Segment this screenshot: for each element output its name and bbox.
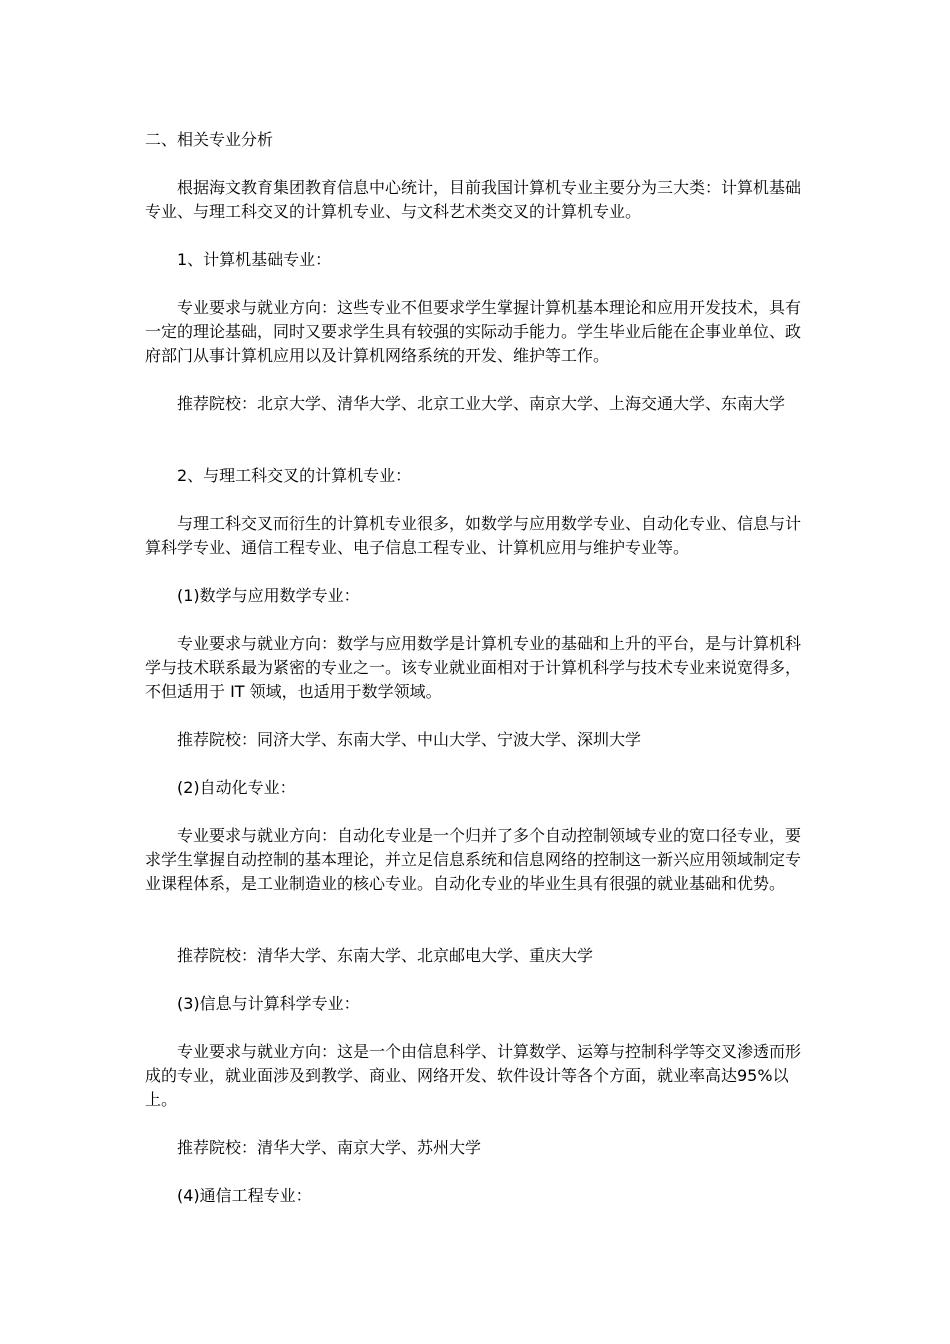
paragraph-cross-science-overview: 与理工科交叉而衍生的计算机专业很多，如数学与应用数学专业、自动化专业、信息与计算科学专业、通信工程专业、电子信息工程专业、计算机应用与维护专业等。 <box>145 514 802 557</box>
paragraph-math-requirements: 专业要求与就业方向：数学与应用数学是计算机专业的基础和上升的平台，是与计算机科学与技术联系最为紧密的专业之一。该专业就业面相对于计算机科学与技术专业来说宽得多，不但适用于 IT 领域，也适用于数学领域。 <box>145 634 802 701</box>
intro-paragraph: 根据海文教育集团教育信息中心统计，目前我国计算机专业主要分为三大类：计算机基础专业、与理工科交叉的计算机专业、与文科艺术类交叉的计算机专业。 <box>145 178 802 221</box>
paragraph-math-schools: 推荐院校：同济大学、东南大学、中山大学、宁波大学、深圳大学 <box>177 730 642 749</box>
section-heading: 二、相关专业分析 <box>145 130 274 149</box>
subheading-cross-science: 2、与理工科交叉的计算机专业： <box>177 466 412 485</box>
subheading-info-computing: (3)信息与计算科学专业： <box>177 994 360 1013</box>
subheading-math: (1)数学与应用数学专业： <box>177 586 360 605</box>
paragraph-computer-basics-requirements: 专业要求与就业方向：这些专业不但要求学生掌握计算机基本理论和应用开发技术，具有一定的理论基础，同时又要求学生具有较强的实际动手能力。学生毕业后能在企事业单位、政府部门从事计算机应用以及计算机网络系统的开发、维护等工作。 <box>145 298 802 365</box>
paragraph-automation-schools: 推荐院校：清华大学、东南大学、北京邮电大学、重庆大学 <box>177 946 594 965</box>
paragraph-computer-basics-schools: 推荐院校：北京大学、清华大学、北京工业大学、南京大学、上海交通大学、东南大学 <box>177 394 786 413</box>
subheading-communication-engineering: (4)通信工程专业： <box>177 1186 312 1205</box>
subheading-automation: (2)自动化专业： <box>177 778 296 797</box>
paragraph-info-computing-requirements: 专业要求与就业方向：这是一个由信息科学、计算数学、运筹与控制科学等交叉渗透而形成的专业，就业面涉及到教学、商业、网络开发、软件设计等各个方面，就业率高达95%以上。 <box>145 1042 802 1109</box>
paragraph-info-computing-schools: 推荐院校：清华大学、南京大学、苏州大学 <box>177 1138 482 1157</box>
paragraph-automation-requirements: 专业要求与就业方向：自动化专业是一个归并了多个自动控制领域专业的宽口径专业，要求学生掌握自动控制的基本理论，并立足信息系统和信息网络的控制这一新兴应用领域制定专业课程体系，是工业制造业的核心专业。自动化专业的毕业生具有很强的就业基础和优势。 <box>145 826 802 893</box>
subheading-computer-basics: 1、计算机基础专业： <box>177 250 332 269</box>
